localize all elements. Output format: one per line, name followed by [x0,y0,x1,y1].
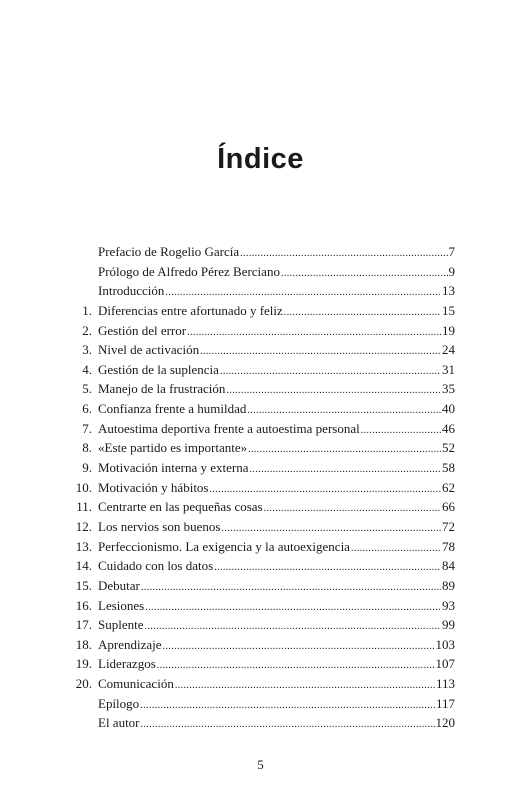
toc-entry [58,656,455,676]
toc-entry-page: 89 [442,577,455,593]
toc-entry [58,617,455,637]
toc-entry-page: 93 [442,597,455,613]
toc-entry [58,558,455,578]
dot-leader [145,621,442,632]
toc-entry-number: 14. [75,558,92,574]
toc-entry-page: 66 [442,499,455,515]
toc-entry-number: 18. [75,636,92,652]
toc-entry-number: 13. [75,538,92,554]
toc-entry-page: 40 [442,401,455,417]
toc-entry-page: 46 [442,420,455,436]
dot-leader [141,719,435,730]
toc-entry [58,342,455,362]
toc-entry-page: 9 [448,263,455,279]
toc-entry-page: 113 [435,676,455,692]
dot-leader [248,444,441,455]
toc-entry-title: Aprendizaje [98,636,162,652]
toc-entry [58,362,455,382]
dot-leader [281,268,448,279]
dot-leader [221,523,441,534]
toc-entry [58,598,455,618]
toc-entry-page: 107 [435,656,455,672]
page-title: Índice [217,143,304,175]
dot-leader [163,641,435,652]
toc-entry-page: 35 [442,381,455,397]
dot-leader [140,700,435,711]
toc-entry-number: 9. [82,460,92,476]
toc-entry-number: 20. [75,676,92,692]
dot-leader [141,582,441,593]
toc-entry-page: 72 [442,518,455,534]
toc-entry-number: 12. [75,518,92,534]
toc-entry [58,696,455,716]
dot-leader [361,425,441,436]
toc-entry [58,460,455,480]
toc-entry [58,519,455,539]
toc-entry [58,637,455,657]
toc-entry-number: 11. [76,499,92,515]
dot-leader [175,680,435,691]
toc-entry-title: Diferencias entre afortunado y feliz [98,302,283,318]
dot-leader [210,484,442,495]
toc-entry-title: Cuidado con los datos [98,558,214,574]
toc-entry-page: 31 [442,361,455,377]
toc-entry-title: Gestión de la suplencia [98,361,219,377]
toc-entry-title: Lesiones [98,597,145,613]
toc-entry-page: 19 [442,322,455,338]
toc-entry-page: 15 [442,302,455,318]
toc-entry-title: Debutar [98,577,140,593]
dot-leader [220,366,441,377]
toc-entry-page: 24 [442,342,455,358]
toc-entry-number: 16. [75,597,92,613]
toc-entry-title: Comunicación [98,676,174,692]
toc-entry-title: Autoestima deportiva frente a autoestima personal [98,420,360,436]
toc-entry-title: Confianza frente a humildad [98,401,247,417]
page-number: 5 [257,757,264,772]
toc-entry-page: 58 [442,460,455,476]
toc-entry [58,283,455,303]
toc-entry-title: Manejo de la frustración [98,381,226,397]
toc-entry-title: Introducción [98,283,165,299]
dot-leader [200,346,441,357]
dot-leader [145,602,441,613]
dot-leader [264,503,441,514]
toc-entry-title: El autor [98,715,140,731]
toc-entry-title: Motivación y hábitos [98,479,209,495]
toc-entry-page: 13 [442,283,455,299]
dot-leader [157,660,435,671]
toc-entry-page: 7 [448,244,455,259]
toc-entry-title: Gestión del error [98,322,187,338]
toc-entry-page: 52 [442,440,455,456]
dot-leader [165,287,441,298]
table-of-contents [58,244,455,735]
dot-leader [240,248,447,259]
dot-leader [214,562,441,573]
toc-entry-title: Nivel de activación [98,342,200,358]
toc-entry-title: Prefacio de Rogelio García [98,244,240,259]
dot-leader [247,405,441,416]
toc-entry-title: Centrarte en las pequeñas cosas [98,499,263,515]
toc-entry-number: 17. [75,617,92,633]
toc-entry [58,244,455,264]
toc-entry-number: 6. [82,401,92,417]
dot-leader [284,307,441,318]
toc-entry [58,499,455,519]
dot-leader [250,464,441,475]
toc-entry-number: 7. [82,420,92,436]
toc-entry [58,539,455,559]
toc-entry-number: 4. [82,361,92,377]
toc-entry-page: 78 [442,538,455,554]
toc-entry-title: Perfeccionismo. La exigencia y la autoexigencia [98,538,350,554]
toc-entry [58,440,455,460]
toc-entry [58,421,455,441]
toc-entry [58,381,455,401]
toc-entry-number: 2. [82,322,92,338]
toc-entry-title: Epílogo [98,695,140,711]
toc-entry-number: 15. [75,577,92,593]
toc-entry-number: 10. [75,479,92,495]
toc-entry-number: 8. [82,440,92,456]
toc-entry [58,401,455,421]
toc-entry-title: Suplente [98,617,144,633]
dot-leader [187,327,441,338]
toc-entry-page: 84 [442,558,455,574]
toc-entry-title: Prólogo de Alfredo Pérez Berciano [98,263,280,279]
toc-entry-title: Los nervios son buenos [98,518,221,534]
toc-entry [58,323,455,343]
toc-entry-page: 99 [442,617,455,633]
toc-entry [58,676,455,696]
toc-entry [58,264,455,284]
toc-entry [58,303,455,323]
dot-leader [226,385,441,396]
toc-entry-number: 5. [82,381,92,397]
toc-entry-page: 103 [435,636,455,652]
toc-entry-number: 19. [75,656,92,672]
toc-entry [58,715,455,735]
toc-entry [58,578,455,598]
dot-leader [351,543,441,554]
toc-entry [58,480,455,500]
toc-entry-title: Liderazgos [98,656,156,672]
toc-entry-number: 3. [82,342,92,358]
toc-entry-page: 62 [442,479,455,495]
toc-entry-page: 117 [435,695,455,711]
toc-entry-title: Motivación interna y externa [98,460,249,476]
toc-entry-title: «Este partido es importante» [98,440,248,456]
toc-entry-number: 1. [82,302,92,318]
toc-entry-page: 120 [435,715,455,731]
